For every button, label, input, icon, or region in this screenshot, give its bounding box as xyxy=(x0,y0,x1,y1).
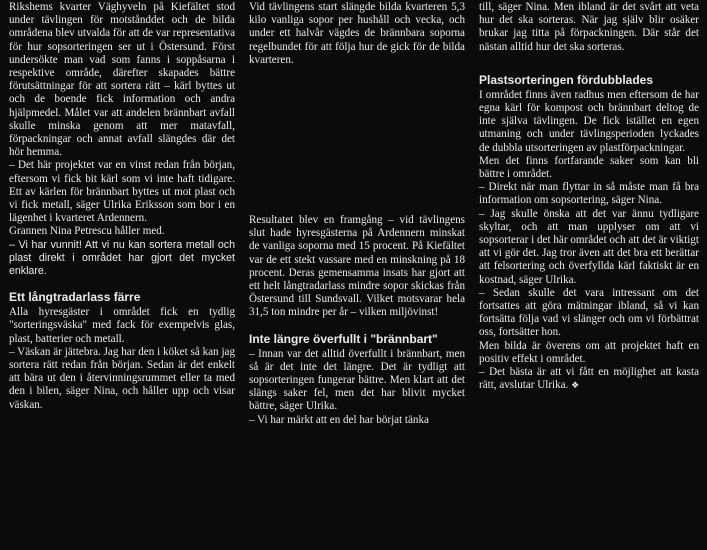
body-paragraph: Men det finns fortfarande saker som kan bli bättre i området. xyxy=(479,154,699,181)
body-paragraph xyxy=(479,366,699,392)
body-paragraph: – Vi har märkt att en del har börjat tänka xyxy=(249,413,429,426)
article-column-2 xyxy=(249,1,465,427)
body-paragraph: Alla hyresgäster i området fick en tydlig "sorteringsväska" med fack för exempelvis glas, plast, batterier och metall. xyxy=(9,306,235,345)
body-paragraph: Vid tävlingens start slängde bilda kvarteren 5,3 kilo vanliga sopor per hushåll och vecka, och under ett halvår vägdes de brännbara soporna regelbundet för att följa hur de gick för de bilda kvarteren. xyxy=(249,1,465,66)
body-paragraph: – Direkt när man flyttar in så måste man få bra information om sopsortering, säger Nina. xyxy=(479,181,699,207)
body-paragraph: – Det här projektet var en vinst redan från början, eftersom vi fick bit kärl som vi inte haft tidigare. Ett av kärlen för brännbart byttes ut mot plast och vi fick metall, säger Ulrika Eriksson som bor i en lägenhet i kvarteret Ardennern. xyxy=(9,159,235,225)
end-mark-icon: ❖ xyxy=(571,380,580,391)
body-paragraph: – Vi har vunnit! Att vi nu kan sortera metall och plast direkt i området har gjort det mycket enklare. xyxy=(9,238,235,278)
body-paragraph: – Sedan skulle det vara intressant om det fortsattes att göra mätningar ibland, så vi kan fortsätta följa vad vi slänger och om vi förbättrat oss, fortsätter hon. xyxy=(479,286,699,339)
body-paragraph: I området finns även radhus men eftersom de har egna kärl för kompost och brännbart deltog de inte själva tävlingen. De fick istället en egen utmaning och under tävlingsperioden lyckades de dubbla utsorteringen av plastförpackningar. xyxy=(479,88,699,154)
body-paragraph: Rikshems kvarter Väghyveln på Kiefältet stod under tävlingen för motstånddet och de bilda områdena blev utvalda för att de var representativa för hur sopsorteringen ser ut i Östersund. Först undersökte man vad som fanns i soppåsarna i respektive område, därefter skapades bättre förutsättningar för att sortera rätt – kärl byttes ut och de boende fick information och andra hjälpmedel. Målet var att andelen brännbart avfall skulle minska genom att mer matavfall, förpackningar och annat avfall slängdes där det hör hemma. xyxy=(9,1,235,159)
section-heading: Plastsorteringen fördubblades xyxy=(479,72,654,87)
body-paragraph: – Jag skulle önska att det var ännu tydligare skyltar, och att man upplyser om att vi sopsorterar i det här området och att det är viktigt att vi gör det. Jag tror även att det bra ett berättar att felsortering och överfyllda kärl faktiskt är en kostnad, säger Ulrika. xyxy=(479,207,699,286)
body-paragraph: Resultatet blev en framgång – vid tävlingens slut hade hyresgästerna på Ardennern minskat de vanliga soporna med 15 procent. På Kiefältet var de ett stekt vassare med en minskning på 18 procent. Deras gemensamma insats har gjort att ett helt långtradarlass mindre sopor skickas från Östersund till Sundsvall. Vilket motsvarar hela 31,5 ton mindre per år – vilken miljövinst! xyxy=(249,214,465,319)
article-column-3 xyxy=(479,1,699,392)
section-heading: Ett långtradarlass färre xyxy=(9,290,141,305)
body-paragraph: till, säger Nina. Men ibland är det svårt att veta hur det ska sorteras. När jag själv blir osäker brukar jag titta på förpackningen. Där står det nästan alltid hur det ska sorteras. xyxy=(479,1,699,53)
body-paragraph: Men bilda är överens om att projektet haft en positiv effekt i området. xyxy=(479,339,699,365)
body-paragraph: Grannen Nina Petrescu håller med. xyxy=(9,225,165,238)
article-column-1 xyxy=(9,1,235,412)
body-paragraph: – Väskan är jättebra. Jag har den i köket så kan jag sortera rätt redan från början. Sedan är det enkelt att bära ut den i återvinningsrummet eller ta med den i bilen, säger Nina, och håller upp och visar väskan. xyxy=(9,345,235,411)
closing-quote: – Det bästa är att vi fått en möjlighet att kasta rätt, avslutar Ulrika. xyxy=(479,366,699,392)
section-heading: Inte längre överfullt i "brännbart" xyxy=(249,331,438,346)
body-paragraph: – Innan var det alltid överfullt i brännbart, men så är det inte det längre. Det är tydligt att sopsorteringen fungerar bättre. Men klart att det slängs saker fel, men det har blivit mycket bättre, säger Ulrika. xyxy=(249,347,465,413)
